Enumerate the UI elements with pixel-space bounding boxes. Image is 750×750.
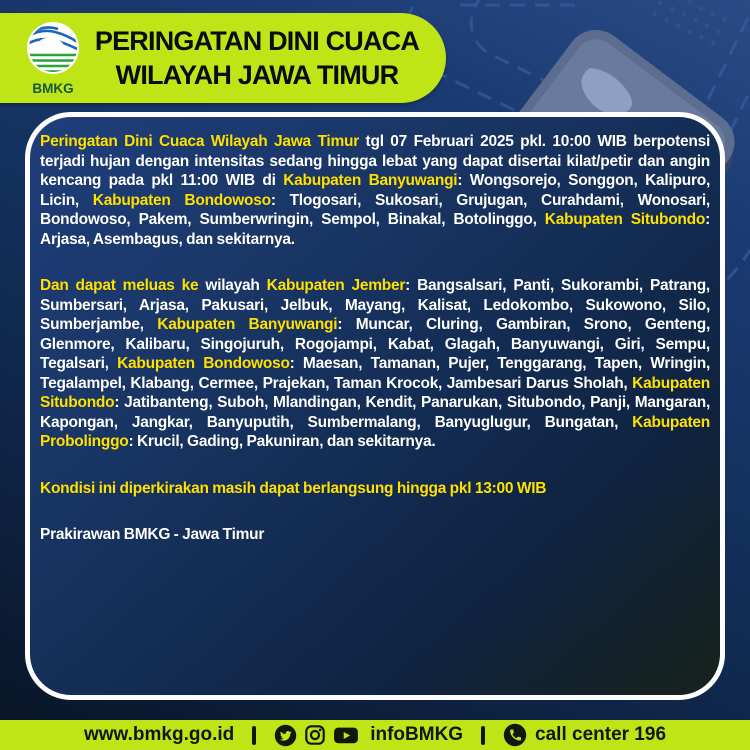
social-media-group[interactable] xyxy=(274,724,463,747)
instagram-icon xyxy=(304,724,326,746)
footer-divider xyxy=(252,726,256,745)
highlighted-text: Kondisi ini diperkirakan masih dapat berlangsung hingga pkl 13:00 WIB xyxy=(40,479,547,497)
warning-paragraph-expansion xyxy=(40,276,710,452)
highlighted-text: Dan dapat meluas ke xyxy=(40,277,199,294)
body-text: wilayah xyxy=(198,277,267,294)
highlighted-text: Kabupaten Banyuwangi xyxy=(157,316,338,333)
call-center-group xyxy=(503,723,666,747)
twitter-icon xyxy=(274,724,297,747)
highlighted-text: Peringatan Dini Cuaca Wilayah Jawa Timur xyxy=(40,133,360,150)
body-text: : Muncar, Cluring, Gambiran, Srono, Genteng, Glenmore, Kalibaru, Singojuruh, Rogojampi, Kabat, Glagah, Banyuwangi, Giri, Sempu, Tegalsari, xyxy=(40,316,710,372)
header-banner xyxy=(0,13,446,103)
warning-duration-line xyxy=(40,479,710,499)
warning-paragraph-main xyxy=(40,132,710,249)
website-link[interactable]: www.bmkg.go.id xyxy=(84,724,235,745)
highlighted-text: Kabupaten Situbondo xyxy=(544,211,706,228)
phone-icon xyxy=(503,723,527,747)
body-text: : Arjasa, Asembagus, dan sekitarnya. xyxy=(40,211,711,248)
body-text: : Jatibanteng, Suboh, Mlandingan, Kendit, Panarukan, Situbondo, Panji, Mangaran, Kapongan, Jangkar, Banyuputih, Sumbermalang, Banyuglugur, Bungatan, xyxy=(40,394,710,431)
highlighted-text: Kabupaten Bondowoso xyxy=(92,191,271,209)
footer-bar xyxy=(0,720,750,750)
body-text: : Wongsorejo, Songgon, Kalipuro, Licin, xyxy=(40,172,710,209)
footer-divider xyxy=(481,726,485,745)
highlighted-text: Kabupaten Banyuwangi xyxy=(283,172,458,189)
warning-panel xyxy=(25,112,725,700)
page-title-line1: PERINGATAN DINI CUACA xyxy=(94,26,420,56)
highlighted-text: Kabupaten Jember xyxy=(266,277,406,294)
body-text: : Tlogosari, Sukosari, Grujugan, Curahdami, Wonosari, Bondowoso, Pakem, Sumberwringin, Sempol, Binakal, Botolinggo, xyxy=(40,191,710,228)
highlighted-text: Kabupaten Probolinggo xyxy=(40,413,710,450)
body-text: : Krucil, Gading, Pakuniran, dan sekitarnya. xyxy=(128,433,436,450)
body-text: : Maesan, Tamanan, Pujer, Tenggarang, Tapen, Wringin, Tegalampel, Klabang, Cermee, Prajekan, Taman Krocok, Jambesari Darus Sholah, xyxy=(40,355,711,392)
page-title xyxy=(84,24,446,92)
highlighted-text: Kabupaten Bondowoso xyxy=(117,355,290,372)
bmkg-logo-text: BMKG xyxy=(32,81,74,96)
youtube-icon xyxy=(333,724,359,746)
social-handle: infoBMKG xyxy=(370,724,464,745)
highlighted-text: Kabupaten Situbondo xyxy=(40,374,710,411)
body-text: : Bangsalsari, Panti, Sukorambi, Patrang, Sumbersari, Arjasa, Pakusari, Jelbuk, Mayang, Kalisat, Ledokombo, Sukowono, Silo, Sumberjambe, xyxy=(40,277,710,333)
forecaster-signature xyxy=(40,525,710,545)
body-text: tgl 07 Februari 2025 pkl. 10:00 WIB berpotensi terjadi hujan dengan intensitas sedang hingga lebat yang dapat disertai kilat/petir dan angin kencang pada pkl 11:00 WIB di xyxy=(40,133,711,189)
page-title-line2: WILAYAH JAWA TIMUR xyxy=(115,60,399,90)
bmkg-logo xyxy=(22,19,84,97)
call-center-label: call center 196 xyxy=(535,724,667,745)
body-text: Prakirawan BMKG - Jawa Timur xyxy=(40,526,265,543)
